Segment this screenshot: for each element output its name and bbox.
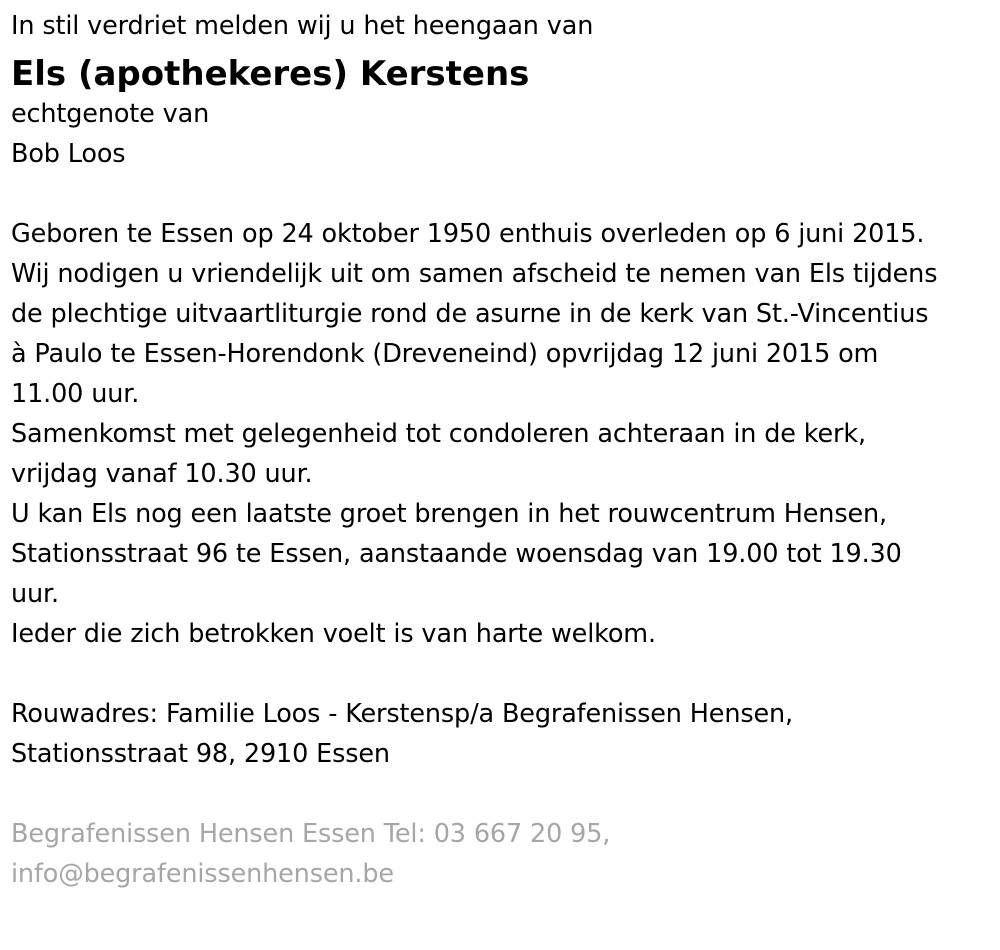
body-line: de plechtige uitvaartliturgie rond de asurne in de kerk van St.-Vincentius [11, 299, 929, 329]
spouse-name: Bob Loos [11, 139, 126, 169]
mourning-address [11, 694, 990, 774]
body-line: 11.00 uur. [11, 379, 140, 409]
body-line: Samenkomst met gelegenheid tot condoleren achteraan in de kerk, [11, 419, 866, 449]
body-line: Ieder die zich betrokken voelt is van harte welkom. [11, 619, 656, 649]
funeral-home-contact: Begrafenissen Hensen Essen Tel: 03 667 20 95, [11, 819, 611, 849]
announcement-body [11, 214, 990, 654]
spacer [11, 774, 990, 814]
address-line: Stationsstraat 98, 2910 Essen [11, 739, 390, 769]
body-line: à Paulo te Essen-Horendonk (Dreveneind) opvrijdag 12 juni 2015 om [11, 339, 879, 369]
body-line: Stationsstraat 96 te Essen, aanstaande woensdag van 19.00 tot 19.30 [11, 539, 902, 569]
relation-label: echtgenote van [11, 99, 210, 129]
funeral-home-email: info@begrafenissenhensen.be [11, 859, 394, 889]
deceased-name: Els (apothekeres) Kerstens [11, 54, 530, 94]
body-line: vrijdag vanaf 10.30 uur. [11, 459, 313, 489]
funeral-home-footer [11, 814, 990, 894]
body-line: U kan Els nog een laatste groet brengen in het rouwcentrum Hensen, [11, 499, 887, 529]
spacer [11, 654, 990, 694]
spacer [11, 174, 990, 214]
body-line: Geboren te Essen op 24 oktober 1950 enthuis overleden op 6 juni 2015. [11, 219, 925, 249]
address-line: Rouwadres: Familie Loos - Kerstensp/a Begrafenissen Hensen, [11, 699, 793, 729]
intro-text: In stil verdriet melden wij u het heengaan van [11, 11, 594, 41]
body-line: uur. [11, 579, 59, 609]
body-line: Wij nodigen u vriendelijk uit om samen afscheid te nemen van Els tijdens [11, 259, 938, 289]
